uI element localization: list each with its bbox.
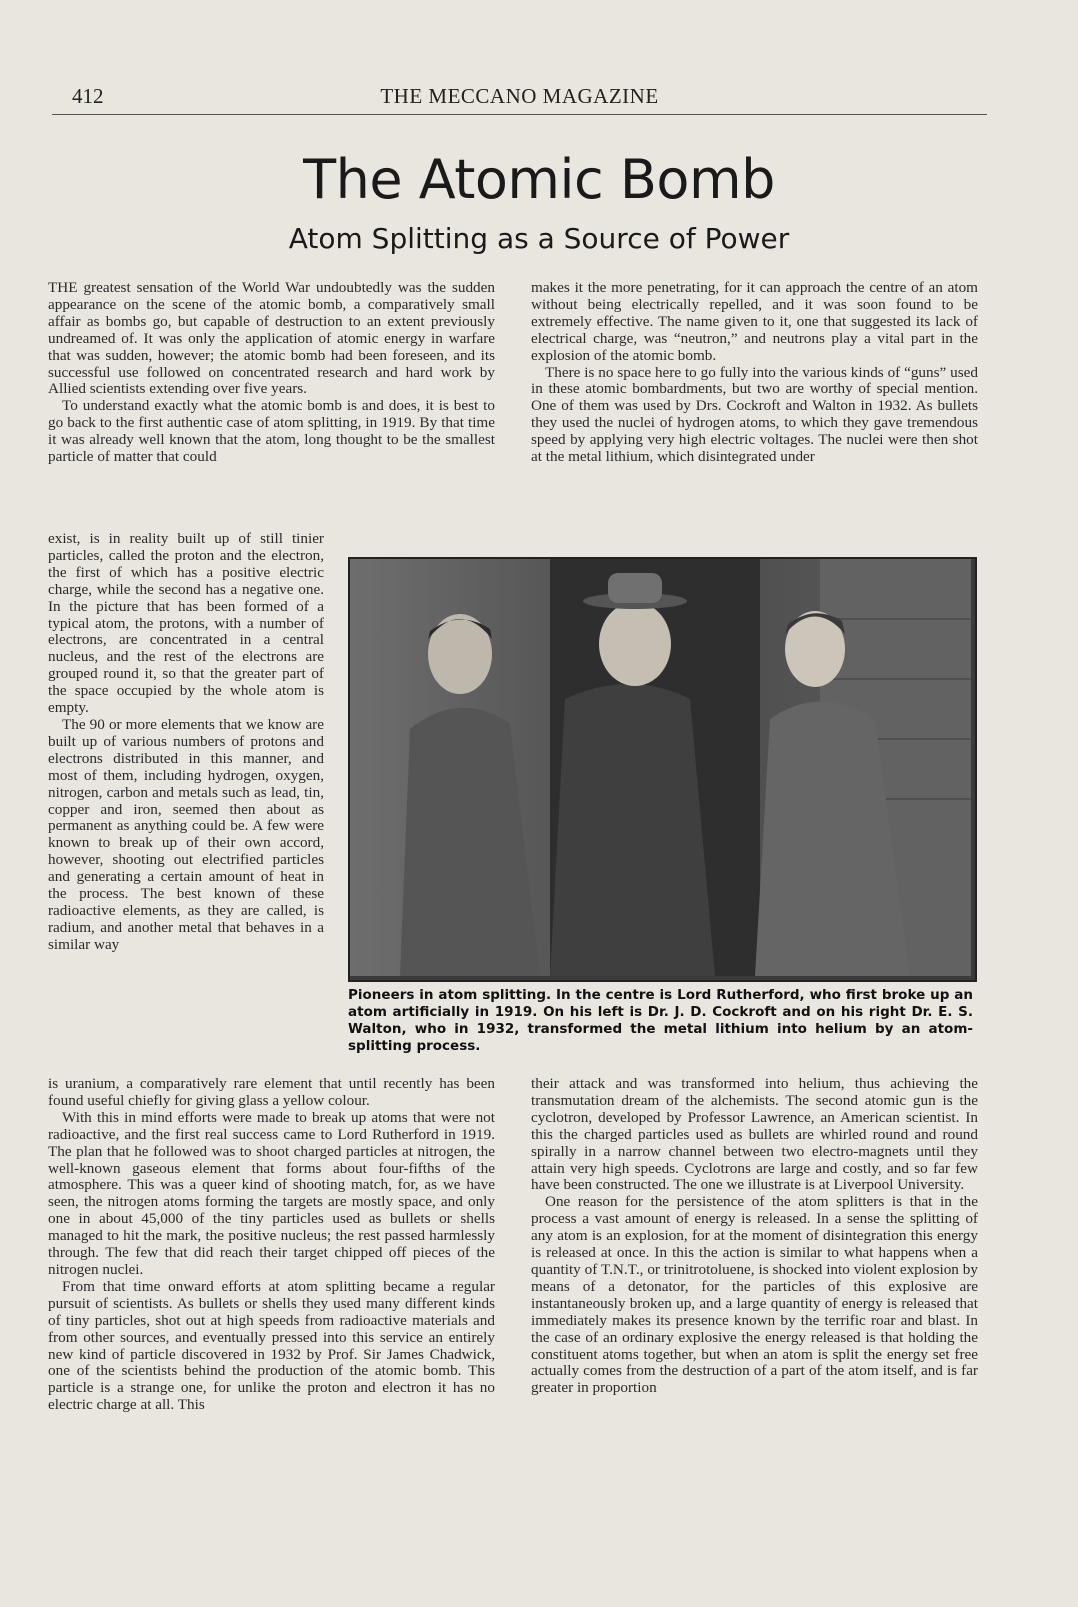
paragraph: makes it the more penetrating, for it can approach the centre of an atom without being electrically repelled, and it was soon found to be extremely effective. The name given to it, one that suggested its lack of electrical charge, was “neutron,” and neutrons play a vital part in the explosion of the atomic bomb. <box>531 279 978 364</box>
photo-three-scientists <box>348 557 977 982</box>
column-1-bottom <box>48 1076 495 1414</box>
column-1-top <box>48 280 495 466</box>
photo-illustration <box>350 559 971 976</box>
column-1-narrow <box>48 531 324 954</box>
photo-caption: Pioneers in atom splitting. In the centre is Lord Rutherford, who first broke up an atom artificially in 1919. On his left is Dr. J. D. Cockroft and on his right Dr. E. S. Walton, who in 1932, transformed the metal lithium into helium by an atom-splitting process. <box>348 987 973 1054</box>
paragraph: One reason for the persistence of the atom splitters is that in the process a vast amount of energy is released. In a sense the splitting of any atom is an explosion, for at the moment of disintegration this energy is released at once. In this the action is similar to what happens when a quantity of T.N.T., or trinitrotoluene, is shocked into violent explosion by means of a detonator, for the particles of this explosive are instantaneously broken up, and a large quantity of energy is released that immediately makes its presence known by the terrific roar and blast. In the case of an ordinary explosive the energy released is that holding the constituent atoms together, but when an atom is split the energy set free actually comes from the destruction of a part of the atom itself, and is far greater in proportion <box>531 1193 978 1397</box>
paragraph: THE greatest sensation of the World War undoubtedly was the sudden appearance on the scene of the atomic bomb, a comparatively small affair as bombs go, but capable of destruction to an extent previously undreamed of. It was only the application of atomic energy in warfare that was sudden, however; the atomic bomb had been foreseen, and its successful use followed on concentrated research and hard work by Allied scientists extending over five years. <box>48 279 495 398</box>
paragraph: The 90 or more elements that we know are built up of various numbers of protons and electrons distributed in this manner, and most of them, including hydrogen, oxygen, nitrogen, carbon and metals such as lead, tin, copper and iron, seemed then about as permanent as anything could be. A few were known to break up of their own accord, however, shooting out electrified particles and generating a certain amount of heat in the process. The best known of these radioactive elements, as they are called, is radium, and another metal that behaves in a similar way <box>48 715 324 953</box>
page-header <box>52 84 987 115</box>
article-title: The Atomic Bomb <box>303 148 775 211</box>
column-2-top <box>531 280 978 466</box>
magazine-title: THE MECCANO MAGAZINE <box>380 84 659 108</box>
article-subtitle: Atom Splitting as a Source of Power <box>288 222 790 255</box>
paragraph: is uranium, a comparatively rare element that until recently has been found useful chiefly for giving glass a yellow colour. <box>48 1075 495 1109</box>
paragraph: To understand exactly what the atomic bomb is and does, it is best to go back to the first authentic case of atom splitting, in 1919. By that time it was already well known that the atom, long thought to be the smallest particle of matter that could <box>48 397 495 466</box>
paragraph: There is no space here to go fully into the various kinds of “guns” used in these atomic bombardments, but two are worthy of special mention. One of them was used by Drs. Cockroft and Walton in 1932. As bullets they used the nuclei of hydrogen atoms, to which they gave tremendous speed by applying very high electric voltages. The nuclei were then shot at the metal lithium, which disintegrated under <box>531 363 978 466</box>
page-number: 412 <box>72 84 104 108</box>
paragraph: With this in mind efforts were made to break up atoms that were not radioactive, and the first real success came to Lord Rutherford in 1919. The plan that he followed was to shoot charged particles at nitrogen, the well-known gaseous element that forms about four-fifths of the atmosphere. This was a queer kind of shooting match, for, as we have seen, the nitrogen atoms forming the targets are mostly space, and only one in about 45,000 of the tiny particles used as bullets or shells managed to hit the mark, the positive nucleus; the rest passed harmlessly through. The few that did reach their target chipped off pieces of the nitrogen nuclei. <box>48 1108 495 1278</box>
column-2-bottom <box>531 1076 978 1397</box>
paragraph: exist, is in reality built up of still tinier particles, called the proton and the electron, the first of which has a positive electric charge, while the second has a negative one. In the picture that has been formed of a typical atom, the protons, with a number of electrons, are concentrated in a central nucleus, and the rest of the electrons are grouped round it, so that the greater part of the space occupied by the whole atom is empty. <box>48 530 324 717</box>
paragraph: their attack and was transformed into helium, thus achieving the transmutation dream of the alchemists. The second atomic gun is the cyclotron, developed by Professor Lawrence, an American scientist. In this the charged particles used as bullets are whirled round and round spirally in a narrow channel between two electro-magnets until they attain very high speeds. Cyclotrons are large and costly, and so far few have been constructed. The one we illustrate is at Liverpool University. <box>531 1075 978 1194</box>
paragraph: From that time onward efforts at atom splitting became a regular pursuit of scientists. As bullets or shells they used many different kinds of tiny particles, shot out at high speeds from radioactive materials and from other sources, and eventually pressed into this service an entirely new kind of particle discovered in 1932 by Prof. Sir James Chadwick, one of the scientists behind the production of the atomic bomb. This particle is a strange one, for unlike the proton and electron it has no electric charge at all. This <box>48 1277 495 1414</box>
